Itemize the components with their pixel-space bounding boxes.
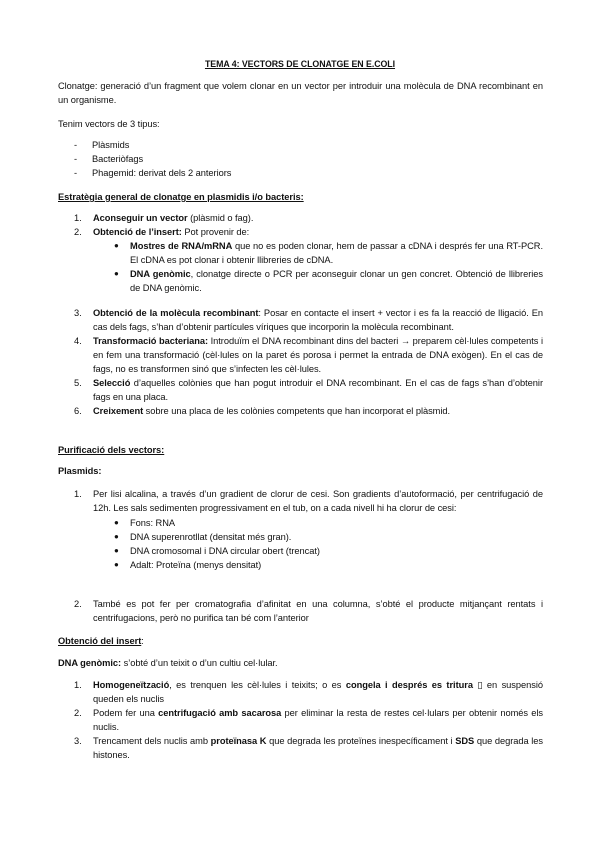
- list-item: 2. Podem fer una centrifugació amb sacarosa per eliminar la resta de restes cel·lulars per obtenir només els nuclis.: [74, 708, 543, 732]
- list-item: ● DNA superenrotllat (densitat més gran).: [114, 532, 292, 542]
- list-item: - Phagemid: derivat dels 2 anteriors: [74, 168, 232, 178]
- insert-heading: Obtenció del insert: [58, 636, 142, 646]
- gradient-layers-list: [58, 516, 543, 572]
- list-item: ● Adalt: Proteïna (menys densitat): [114, 560, 262, 570]
- strategy-steps: [58, 211, 543, 295]
- genomic-dna-line: DNA genòmic: s’obté d’un teixit o d’un cultiu cel·lular.: [58, 658, 278, 668]
- strategy-heading: Estratègia general de clonatge en plasmidis i/o bacteris:: [58, 192, 304, 202]
- types-intro: Tenim vectors de 3 tipus:: [58, 119, 160, 129]
- list-item: 2. També es pot fer per cromatografia d’afinitat en una columna, s’obté el producte mitjançant rentats i centrifugacions, però no purifica tan bé com l’anterior: [74, 599, 543, 623]
- list-item: 5. Selecció d’aquelles colònies que han pogut introduir el DNA recombinant. En el cas de fags s’han d’obtenir fags en una placa.: [74, 378, 543, 402]
- list-item: 1. Homogeneïtzació, es trenquen les cèl·lules i teixits; o es congela i després es tritura ▯ en suspensió queden els nuclis: [74, 680, 543, 704]
- list-item: ● Mostres de RNA/mRNA que no es poden clonar, hem de passar a cDNA i després fer una RT-PCR. El cDNA es pot clonar i obtenir llibreries de cDNA.: [114, 241, 543, 265]
- list-item: 3. Obtenció de la molècula recombinant: Posar en contacte el insert + vector i es fa la reacció de lligació. En cas dels fags, s’han d’obtenir partícules víriques que incorporin la molècula recombinant.: [74, 308, 543, 332]
- strategy-steps-continued: [58, 306, 543, 418]
- insert-sources-list: [58, 239, 543, 295]
- list-item: 3. Trencament dels nuclis amb proteïnasa K que degrada les proteïnes inespecíficament i SDS que degrada les histones.: [74, 736, 544, 760]
- vector-types-list: [58, 138, 543, 180]
- missing-glyph-box: ▯: [477, 680, 483, 690]
- list-item: 2. Obtenció de l’insert: Pot provenir de: ● Mostres de RNA/mRNA que no es poden clonar, hem de passar a cDNA i després fer una RT-PCR. El cDNA es pot clonar i obtenir llibreries de cDNA. ● DNA genòmic, clonatge directe o PCR per aconseguir clonar un gen concret. Obtenció de llibreries de DNA genòmic.: [58, 225, 543, 295]
- genomic-dna-label: DNA genòmic:: [58, 658, 122, 668]
- page-title: TEMA 4: VECTORS DE CLONATGE EN E.COLI: [204, 59, 396, 69]
- plasmids-heading: Plasmids:: [58, 466, 102, 476]
- insert-heading-line: Obtenció del insert:: [58, 636, 144, 646]
- list-item: 4. Transformació bacteriana: Introduïm el DNA recombinant dins del bacteri → preparem cèl·lules competents i en fem una transformació (cèl·lules on la paret és porosa i permet la entrada de DNA exògen). En el cas de fags, no es transformen sinó que s’infecten les cèl·lules.: [74, 336, 543, 374]
- list-item: - Bacteriòfags: [74, 154, 144, 164]
- list-item: 6. Creixement sobre una placa de les colònies competents que han incorporat el plàsmid.: [74, 406, 451, 416]
- list-item: 1. Per lisi alcalina, a través d’un gradient de clorur de cesi. Son gradients d’autoformació, per centrifugació de 12h. Les sals sedimenten progressivament en el tub, on a cada nivell hi ha clorur de cesi: ● Fons: RNA ● DNA superenrotllat (densitat més gran). ● DNA cromosomal i DNA circular obert (trencat) ● Adalt: Proteïna (menys densitat): [58, 487, 543, 572]
- intro-paragraph: Clonatge: generació d’un fragment que volem clonar en un vector per introduir una molècula de DNA recombinant en un organisme.: [58, 81, 543, 105]
- list-item: 1. Aconseguir un vector (plàsmid o fag).: [74, 213, 254, 223]
- plasmid-purification-list: [58, 487, 543, 572]
- purification-heading: Purificació dels vectors:: [58, 445, 165, 455]
- insert-steps: [58, 678, 543, 762]
- list-item: ● Fons: RNA: [114, 518, 176, 528]
- list-item: ● DNA cromosomal i DNA circular obert (trencat): [114, 546, 320, 556]
- list-item: - Plàsmids: [74, 140, 130, 150]
- plasmid-purification-list-continued: [58, 597, 543, 625]
- list-item: ● DNA genòmic, clonatge directe o PCR per aconseguir clonar un gen concret. Obtenció de llibreries de DNA genòmic.: [114, 269, 544, 293]
